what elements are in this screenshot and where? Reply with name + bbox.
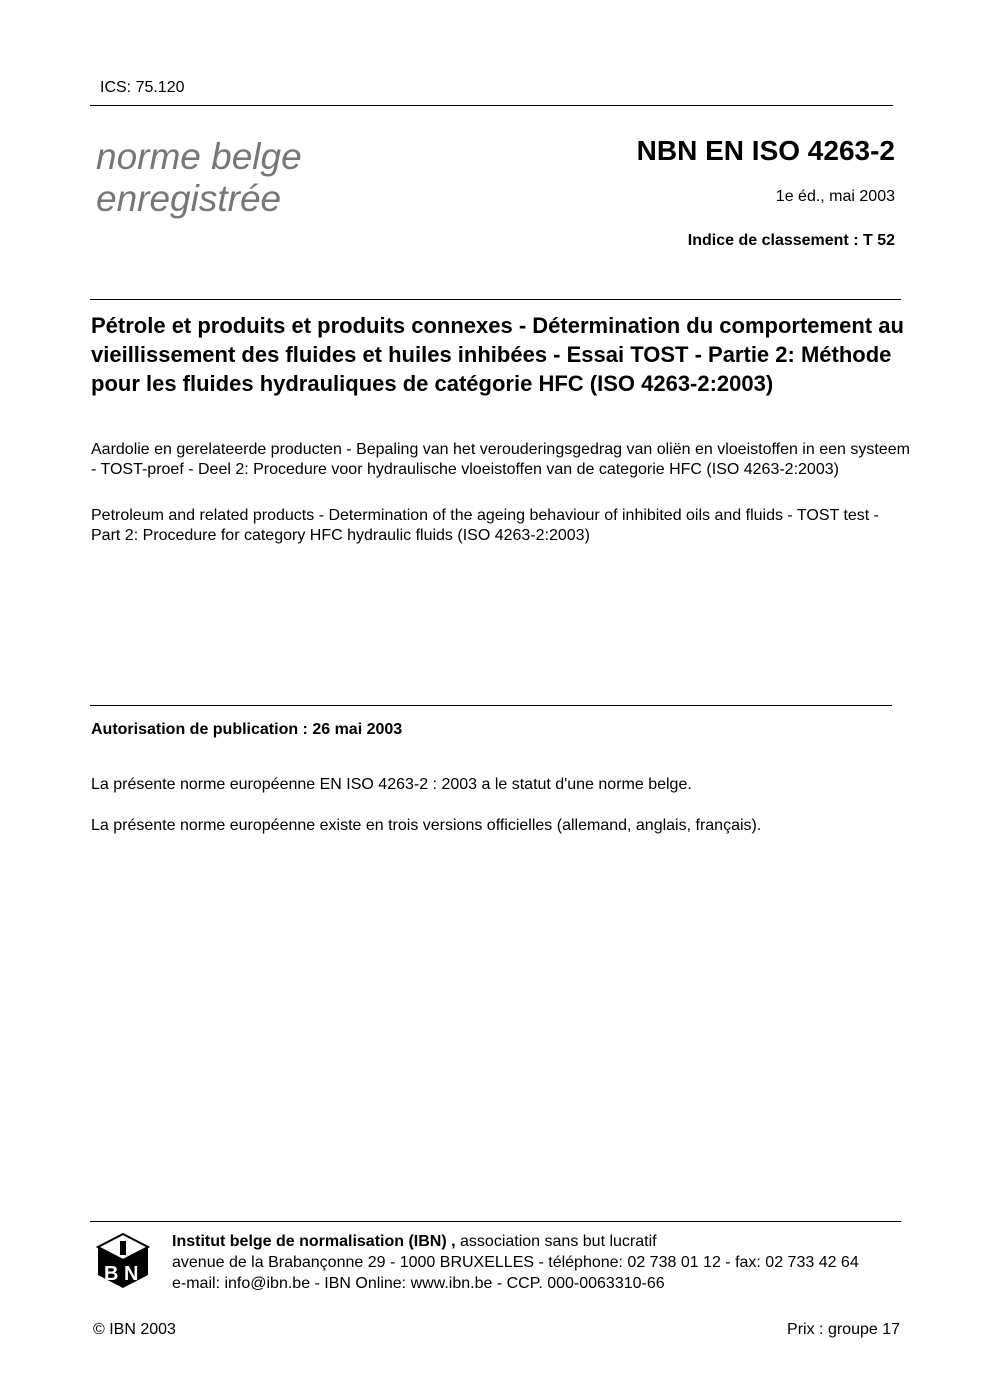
classification-index: Indice de classement : T 52	[687, 232, 895, 249]
document-type-line2: enregistrée	[96, 178, 282, 219]
copyright: © IBN 2003	[93, 1321, 176, 1338]
publication-authorisation: Autorisation de publication : 26 mai 2003	[91, 721, 403, 738]
ibn-logo	[96, 1232, 150, 1290]
institute-heading	[172, 1231, 859, 1252]
title-french: Pétrole et produits et produits connexes - Détermination du comportement au vieillissement des fluides et huiles inhibées - Essai TOST - Partie 2: Méthode pour les fluides hydrauliques de catégorie HFC (ISO 4263-2:2003)	[91, 313, 904, 396]
ics-code: ICS: 75.120	[100, 79, 185, 96]
institute-info	[172, 1231, 859, 1294]
document-type-line1: norme belge	[96, 136, 302, 177]
svg-text:B: B	[104, 1263, 119, 1285]
price-group: Prix : groupe 17	[787, 1321, 900, 1338]
title-divider	[90, 299, 901, 300]
standard-number: NBN EN ISO 4263-2	[636, 135, 895, 166]
top-divider	[90, 105, 893, 106]
svg-text:N: N	[124, 1263, 139, 1285]
ibn-logo-icon	[96, 1232, 150, 1290]
footer-divider	[90, 1221, 901, 1222]
title-dutch: Aardolie en gerelateerde producten - Bepaling van het verouderingsgedrag van oliën en vloeistoffen in een systeem - TOST-proef - Deel 2: Procedure voor hydraulische vloeistoffen van de categorie HFC (ISO 4263-2:2003)	[91, 441, 910, 478]
institute-name: Institut belge de normalisation (IBN) ,	[172, 1233, 456, 1250]
body-divider	[90, 705, 892, 706]
versions-paragraph: La présente norme européenne existe en trois versions officielles (allemand, anglais, français).	[91, 817, 762, 834]
edition-date: 1e éd., mai 2003	[775, 188, 895, 205]
institute-description: association sans but lucratif	[460, 1233, 657, 1250]
status-paragraph: La présente norme européenne EN ISO 4263-2 : 2003 a le statut d'une norme belge.	[91, 776, 692, 793]
document-type-label	[96, 136, 302, 220]
institute-address: avenue de la Brabançonne 29 - 1000 BRUXELLES - téléphone: 02 738 01 12 - fax: 02 733 42 64	[172, 1254, 859, 1271]
institute-contact: e-mail: info@ibn.be - IBN Online: www.ibn.be - CCP. 000-0063310-66	[172, 1275, 665, 1292]
title-english: Petroleum and related products - Determination of the ageing behaviour of inhibited oils and fluids - TOST test - Part 2: Procedure for category HFC hydraulic fluids (ISO 4263-2:2003)	[91, 507, 879, 544]
